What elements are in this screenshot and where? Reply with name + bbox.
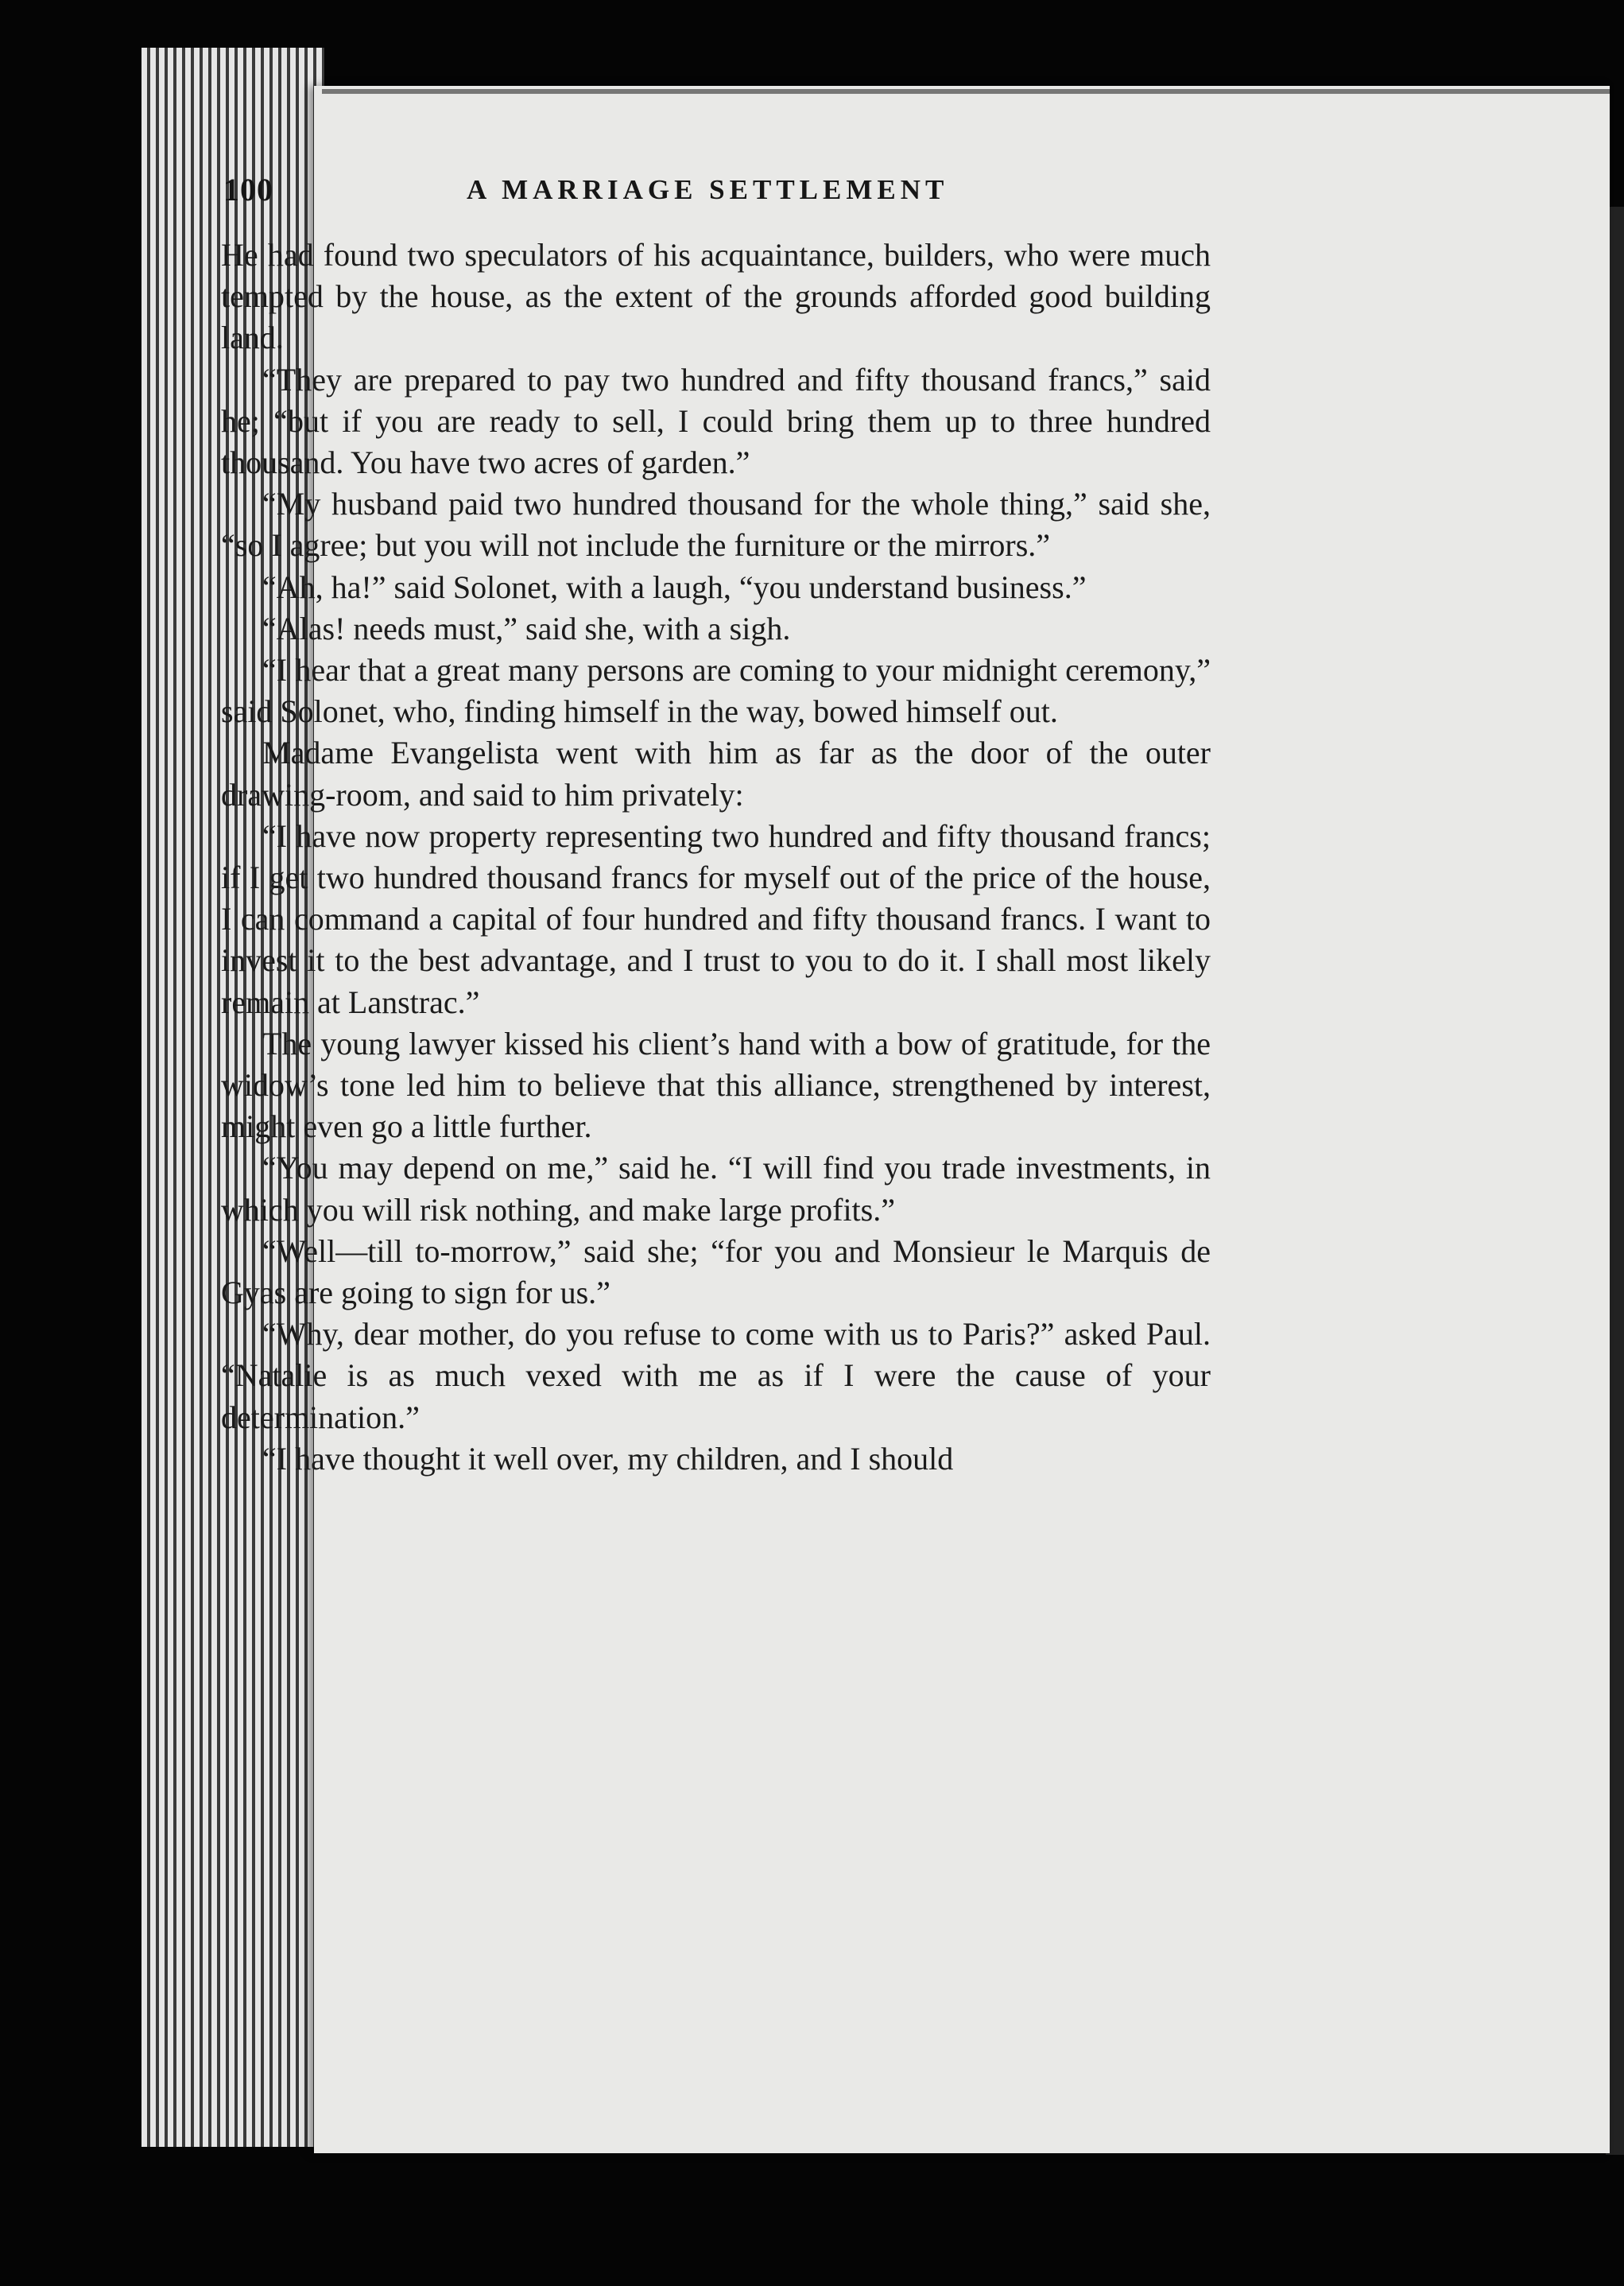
paragraph: “Ah, ha!” said Solonet, with a laugh, “you understand business.” [262, 569, 1087, 605]
running-head [223, 171, 1209, 227]
paragraph: “They are prepared to pay two hundred and fifty thousand francs,” said he; “but if you are ready to sell, I could bring them up to three hundred thousand. You have two acres of garden.” [221, 361, 1211, 481]
paragraph: “Alas! needs must,” said she, with a sigh. [262, 610, 791, 646]
paragraph: He had found two speculators of his acquaintance, builders, who were much tempted by the house, as the extent of the grounds afforded good building land. [221, 237, 1211, 356]
body-text [221, 235, 1211, 1480]
paragraph: The young lawyer kissed his client’s hand with a bow of gratitude, for the widow’s tone led him to believe that this alliance, strengthened by interest, might even go a little further. [221, 1025, 1211, 1145]
paragraph: “I have now property representing two hundred and fifty thousand francs; if I get two hundred thousand francs for myself out of the price of the house, I can command a capital of four hundred and fifty thousand francs. I want to invest it to the best advantage, and I trust to you to do it. I shall most likely remain at Lanstrac.” [221, 817, 1211, 1020]
paragraph: “I have thought it well over, my children, and I should [262, 1440, 954, 1477]
paragraph: Madame Evangelista went with him as far as the door of the outer drawing-room, and said to him privately: [221, 735, 1211, 813]
paragraph: “You may depend on me,” said he. “I will find you trade investments, in which you will risk nothing, and make large profits.” [221, 1150, 1211, 1228]
paragraph: “Well—till to-morrow,” said she; “for you and Monsieur le Marquis de Gyas are going to sign for us.” [221, 1232, 1211, 1311]
page-number: 100 [223, 172, 273, 208]
paragraph: “I hear that a great many persons are coming to your midnight ceremony,” said Solonet, who, finding himself in the way, bowed himself out. [221, 652, 1211, 730]
paragraph: “Why, dear mother, do you refuse to come with us to Paris?” asked Paul. “Natalie is as much vexed with me as if I were the cause of your determination.” [221, 1316, 1211, 1435]
top-rule [322, 89, 1610, 94]
paragraph: “My husband paid two hundred thousand for the whole thing,” said she, “so I agree; but you will not include the furniture or the mirrors.” [221, 486, 1211, 564]
running-title: A MARRIAGE SETTLEMENT [467, 174, 949, 205]
